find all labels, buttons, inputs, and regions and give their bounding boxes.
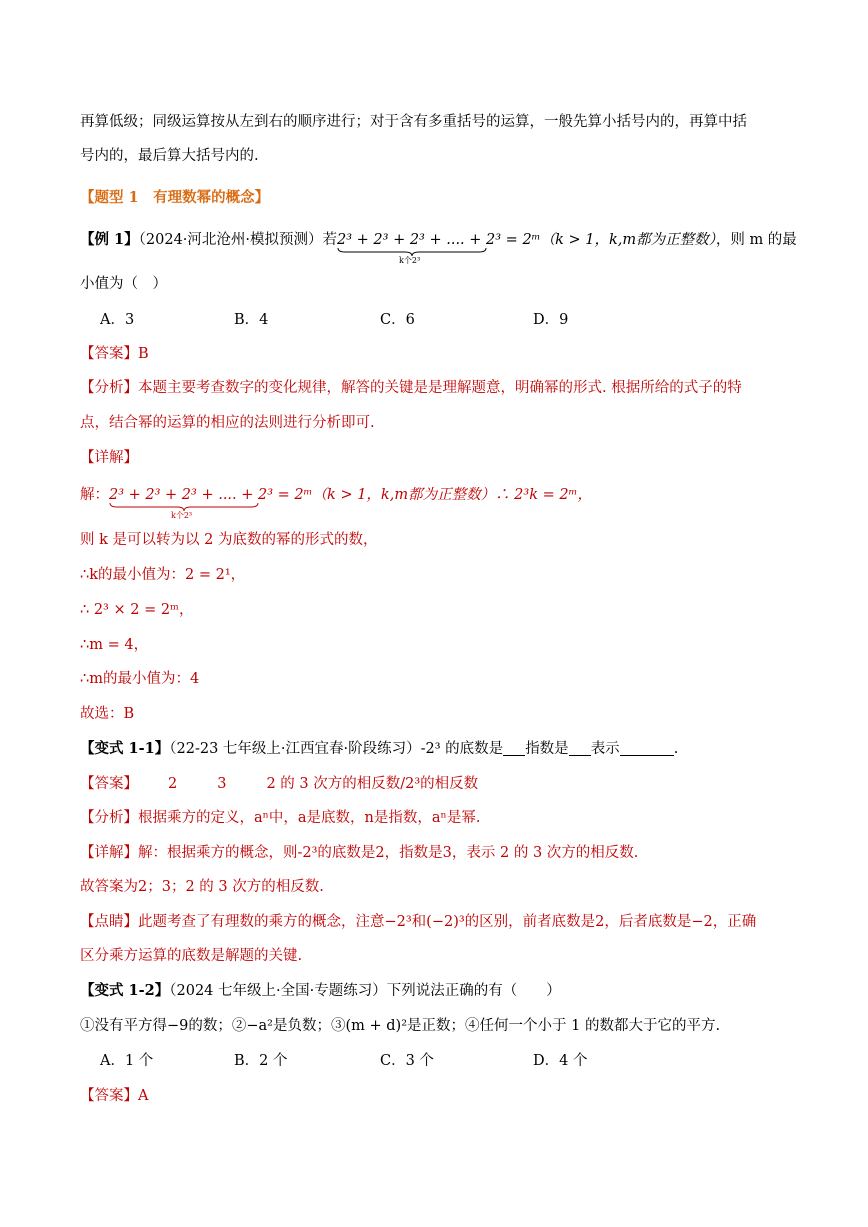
variant-1-1-detail: 【详解】解：根据乘方的概念，则-2³的底数是2，指数是3，表示 2 的 3 次方的相反数. [80, 845, 639, 861]
blank-2 [569, 741, 591, 756]
solution-sum: 2³ + 2³ + 2³ + .... + 2³ [109, 487, 274, 503]
solution-prefix: 解： [80, 487, 109, 503]
example-1-question [80, 230, 797, 265]
solution-step-4: ∴m = 4， [80, 637, 149, 653]
variant-1-1-analysis: 【分析】根据乘方的定义，aⁿ中，a是底数，n是指数，aⁿ是幂. [80, 810, 481, 826]
example-1-options [100, 310, 800, 330]
option-b: B．2 个 [234, 1053, 288, 1069]
example-1-tail: ，则 m 的最 [715, 232, 797, 248]
solution-rhs: = 2ᵐ（k > 1，k,m都为正整数）∴ 2³k = 2ᵐ， [273, 487, 592, 503]
answer-tag: 【答案】 [80, 776, 138, 792]
example-1-tag: 【例 1】 [80, 231, 139, 248]
option-a: A．3 [100, 312, 135, 328]
example-1-analysis-2: 点，结合幂的运算的相应的法则进行分析即可. [80, 415, 375, 431]
example-1-analysis-1: 【分析】本题主要考查数字的变化规律，解答的关键是是理解题意，明确幂的形式. 根据所给的式子的特 [80, 380, 742, 396]
sum-expression: 2³ + 2³ + 2³ + .... + 2³ [337, 232, 502, 248]
option-a: A．1 个 [100, 1053, 154, 1069]
blank-3 [620, 741, 674, 756]
variant-1-2-question-text: （2024 七年级上·全国·专题练习）下列说法正确的有（ ） [169, 983, 561, 999]
underbrace-label: k个2³ [399, 256, 421, 265]
variant-1-1-question-a: （22-23 七年级上·江西宜春·阶段练习）-2³ 的底数是 [169, 741, 504, 757]
variant-1-2-statements: ①没有平方得−9的数；②−a²是负数；③(m + d)²是正数；④任何一个小于 1 的数都大于它的平方. [80, 1018, 721, 1034]
solution-underbrace-expression [109, 485, 274, 520]
intro-line-2: 号内的，最后算大括号内的. [80, 148, 259, 164]
variant-1-1-question-end: . [673, 741, 679, 757]
solution-choice: 故选：B [80, 706, 135, 722]
option-d: D．4 个 [533, 1053, 588, 1069]
variant-1-1-answer [80, 774, 478, 794]
solution-underbrace-label: k个2³ [171, 511, 193, 520]
variant-1-1-conclusion: 故答案为2；3；2 的 3 次方的相反数. [80, 879, 324, 895]
variant-1-2-tag: 【变式 1-2】 [80, 982, 170, 999]
option-c: C．6 [380, 312, 415, 328]
example-1-solution [80, 485, 592, 520]
solution-step-2: ∴k的最小值为：2 = 2¹， [80, 567, 246, 583]
option-b: B．4 [234, 312, 269, 328]
section-title: 【题型 1 有理数幂的概念】 [80, 189, 270, 206]
option-d: D．9 [533, 312, 569, 328]
example-1-question-line-2: 小值为（ ） [80, 276, 167, 292]
variant-1-1-question-c: 表示 [590, 741, 620, 757]
variant-1-1-point-2: 区分乘方运算的底数是解题的关键. [80, 948, 303, 964]
solution-step-5: ∴m的最小值为：4 [80, 671, 200, 687]
example-1-rhs: = 2ᵐ（k > 1，k,m都为正整数） [501, 232, 716, 248]
variant-1-2-answer: 【答案】A [80, 1088, 149, 1104]
variant-1-1-tag: 【变式 1-1】 [80, 740, 170, 757]
answer-value-1: 2 [168, 776, 178, 792]
example-1-source: （2024·河北沧州·模拟预测）若 [138, 232, 338, 248]
example-1-detail-tag: 【详解】 [80, 450, 138, 466]
intro-line-1: 再算低级；同级运算按从左到右的顺序进行；对于含有多重括号的运算，一般先算小括号内的，再算中括 [80, 114, 747, 130]
option-c: C．3 个 [380, 1053, 434, 1069]
variant-1-1-question [80, 739, 678, 759]
answer-value-2: 3 [217, 776, 227, 792]
variant-1-1-question-b: 指数是 [525, 741, 569, 757]
sum-underbrace-expression [337, 230, 502, 265]
solution-step-1: 则 k 是可以转为以 2 为底数的幂的形式的数， [80, 532, 378, 548]
variant-1-2-question [80, 981, 561, 1001]
variant-1-1-point-1: 【点睛】此题考查了有理数的乘方的概念，注意−2³和(−2)³的区别，前者底数是2，后者底数是−2，正确 [80, 914, 757, 930]
variant-1-2-options [100, 1051, 800, 1071]
answer-value-3: 2 的 3 次方的相反数/2³的相反数 [266, 776, 479, 792]
solution-step-3: ∴ 2³ × 2 = 2ᵐ， [80, 602, 194, 618]
blank-1 [503, 741, 525, 756]
example-1-answer: 【答案】B [80, 346, 149, 362]
